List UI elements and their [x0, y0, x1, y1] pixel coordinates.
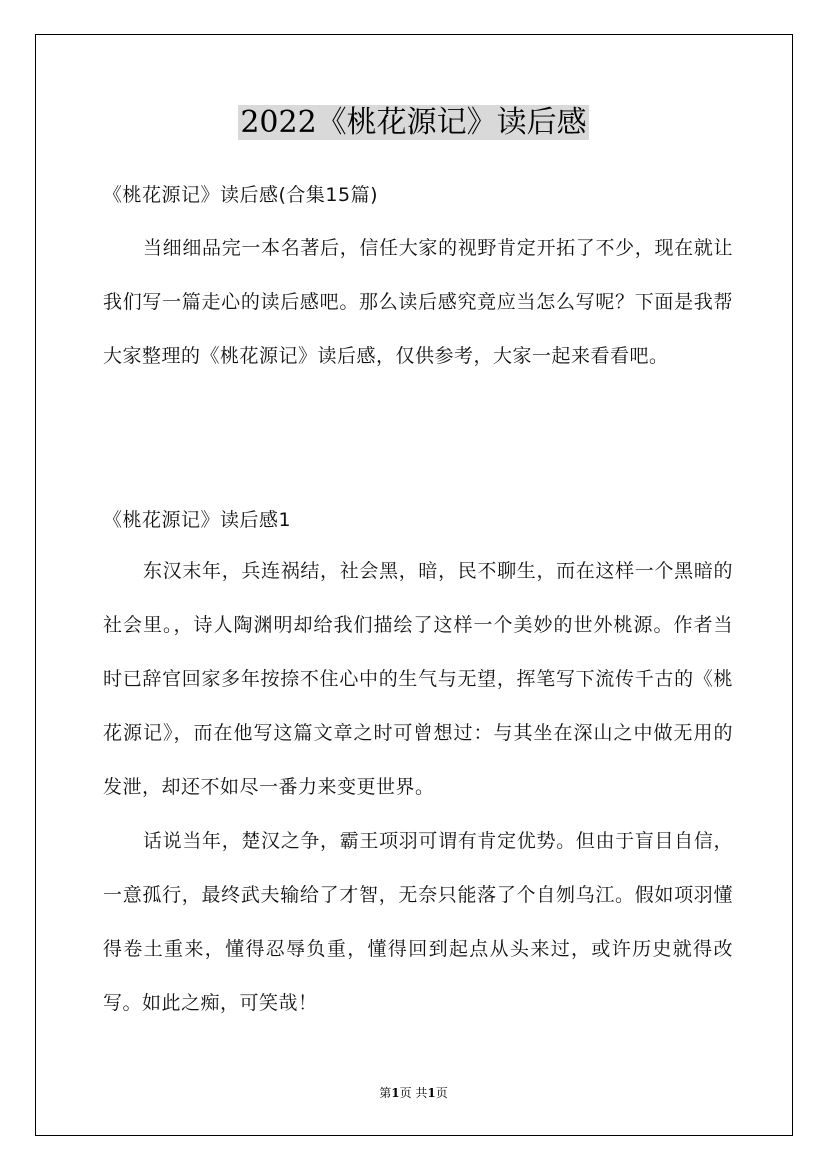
footer-mid: 页 共 [399, 1086, 428, 1100]
section-paragraph: 话说当年，楚汉之争，霸王项羽可谓有肯定优势。但由于盲目自信，一意孤行，最终武夫输给了才智，无奈只能落了个自刎乌江。假如项羽懂得卷土重来，懂得忍辱负重，懂得回到起点从头来过，或许历史就得改写。如此之痴，可笑哉！ [103, 830, 733, 1014]
section-heading: 《桃花源记》读后感1 [103, 509, 292, 531]
document-title-text: 2022《桃花源记》读后感 [240, 105, 587, 140]
document-subtitle: 《桃花源记》读后感(合集15篇) [103, 184, 379, 206]
intro-paragraph: 当细细品完一本名著后，信任大家的视野肯定开拓了不少，现在就让我们写一篇走心的读后感吧。那么读后感究竟应当怎么写呢？下面是我帮大家整理的《桃花源记》读后感，仅供参考，大家一起来看看吧。 [103, 237, 733, 367]
footer-prefix: 第 [379, 1086, 392, 1100]
section-paragraph: 东汉末年，兵连祸结，社会黑，暗，民不聊生，而在这样一个黑暗的社会里。，诗人陶渊明却给我们描绘了这样一个美妙的世外桃源。作者当时已辞官回家多年按捺不住心中的生气与无望，挥笔写下流传千古的《桃花源记》，而在他写这篇文章之时可曾想过：与其坐在深山之中做无用的发泄，却还不如尽一番力来变更世界。 [103, 560, 733, 798]
footer-page-number: 1 [391, 1086, 400, 1100]
footer-suffix: 页 [435, 1086, 448, 1100]
footer-total-pages: 1 [427, 1086, 436, 1100]
document-title [0, 104, 827, 142]
page-footer [0, 1084, 827, 1101]
